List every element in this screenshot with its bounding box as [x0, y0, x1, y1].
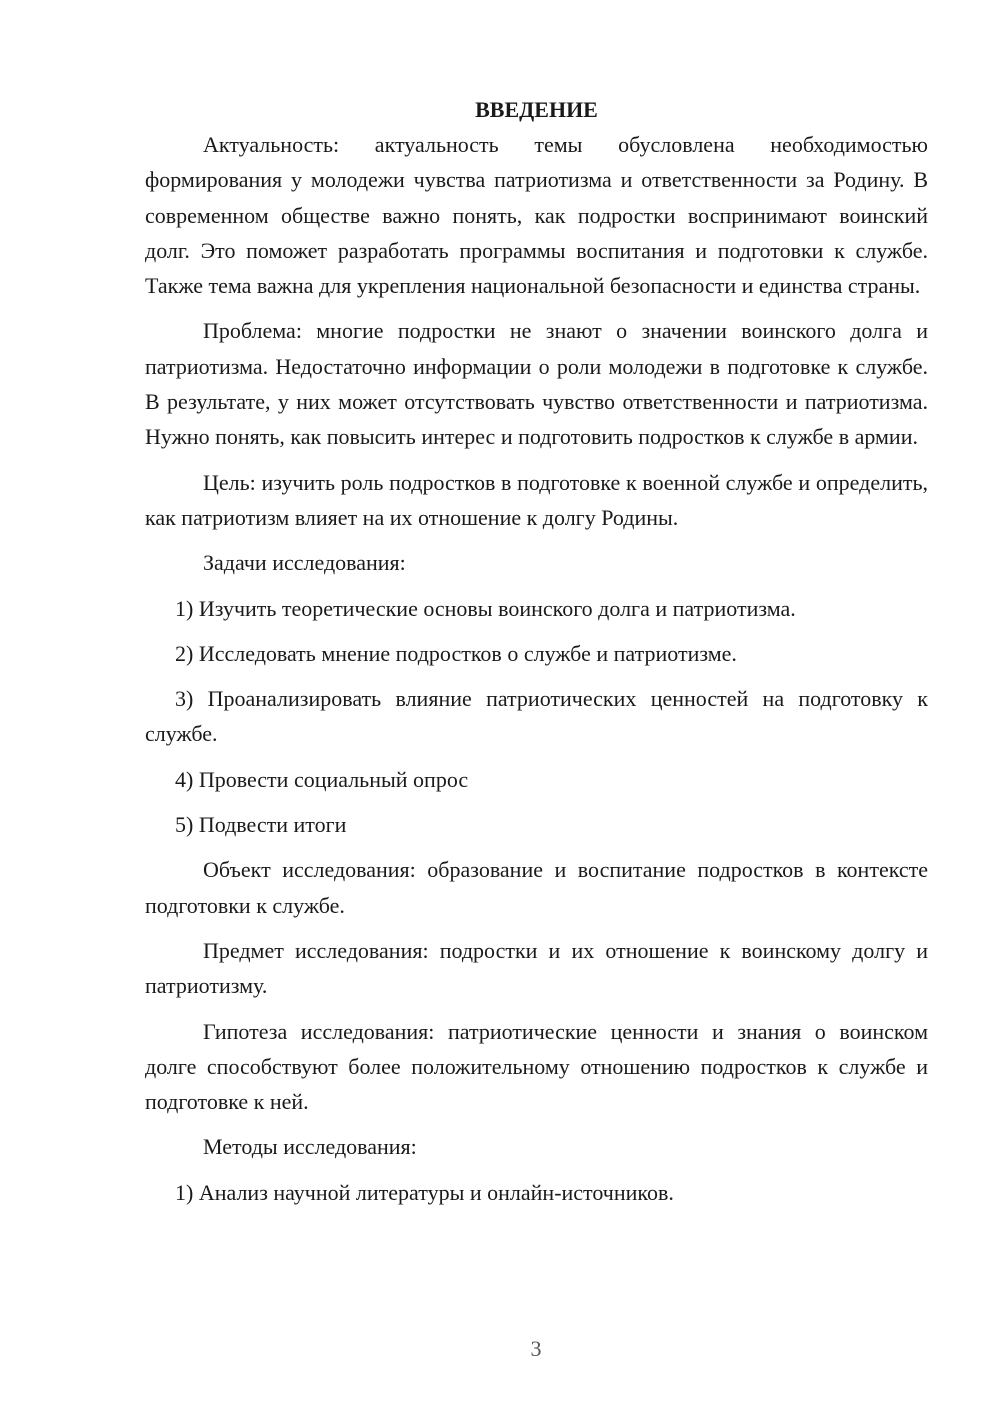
tasks-heading: Задачи исследования:: [203, 550, 406, 576]
subject-paragraph: Предмет исследования: подростки и их отношение к воинскому долгу и патриотизму.: [145, 937, 928, 999]
hypothesis-paragraph: Гипотеза исследования: патриотические ценности и знания о воинском долге способствуют более положительному отношению подростков к службе и подготовке к ней.: [145, 1018, 928, 1115]
task-item: 1) Изучить теоретические основы воинского долга и патриотизма.: [175, 595, 796, 621]
page-content: [145, 92, 928, 1220]
object-paragraph: Объект исследования: образование и воспитание подростков в контексте подготовки к службе.: [145, 857, 928, 918]
problem-paragraph: Проблема: многие подростки не знают о значении воинского долга и патриотизма. Недостаточно информации о роли молодежи в подготовке к службе. В результате, у них может отсутствовать чувство ответственности и патриотизма. Нужно понять, как повысить интерес и подготовить подростков к службе в армии.: [145, 318, 928, 450]
task-item: 2) Исследовать мнение подростков о службе и патриотизме.: [175, 640, 737, 666]
task-item: 5) Подвести итоги: [175, 812, 347, 838]
method-item: 1) Анализ научной литературы и онлайн-источников.: [175, 1179, 674, 1205]
relevance-paragraph: Актуальность: актуальность темы обусловлена необходимостью формирования у молодежи чувства патриотизма и ответственности за Родину. В современном обществе важно понять, как подростки воспринимают воинский долг. Это поможет разработать программы воспитания и подготовки к службе. Также тема важна для укрепления национальной безопасности и единства страны.: [145, 132, 928, 299]
section-heading: ВВЕДЕНИЕ: [475, 97, 598, 122]
task-item: 3) Проанализировать влияние патриотических ценностей на подготовку к службе.: [145, 686, 928, 747]
methods-heading: Методы исследования:: [203, 1134, 417, 1160]
page-number: 3: [530, 1336, 542, 1361]
goal-paragraph: Цель: изучить роль подростков в подготовке к военной службе и определить, как патриотизм влияет на их отношение к долгу Родины.: [145, 469, 928, 530]
task-item: 4) Провести социальный опрос: [175, 766, 469, 792]
